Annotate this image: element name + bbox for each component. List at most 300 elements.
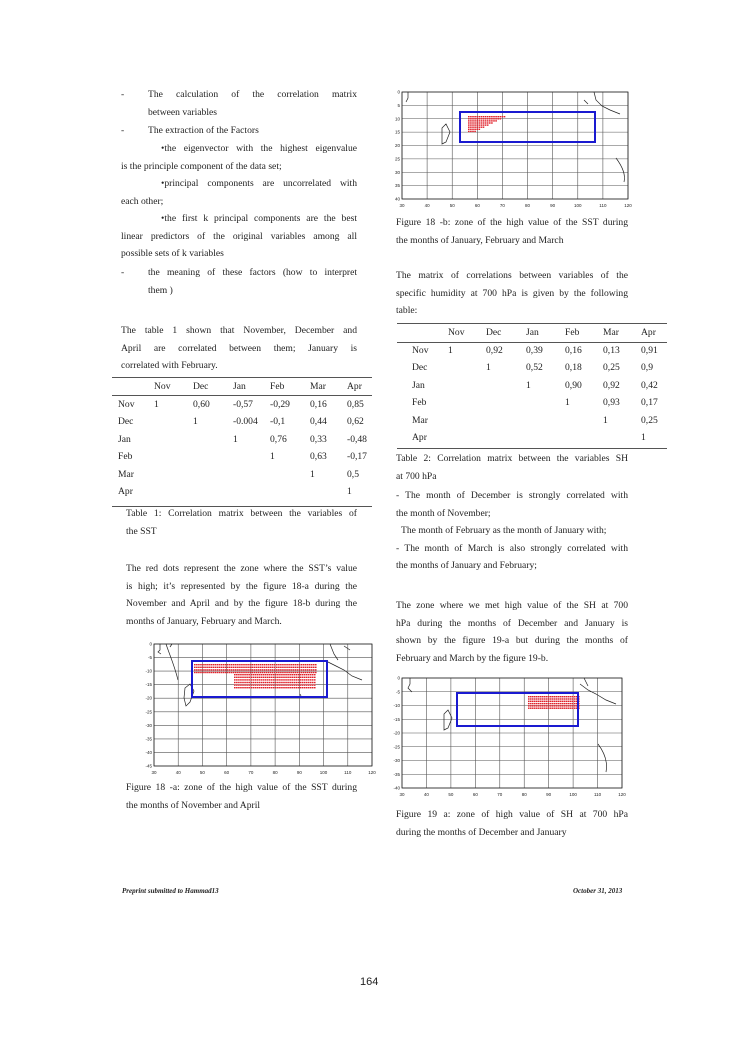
red-dot [542,701,544,702]
x-tick-label: 90 [546,792,552,797]
red-dot [275,677,277,678]
red-dot [268,667,270,668]
red-dot [194,664,196,665]
red-dot [251,664,253,665]
red-dot [280,664,282,665]
red-dot [474,127,476,128]
sh-zone-paragraph [396,597,628,667]
red-dot [278,669,280,670]
red-dot [206,664,208,665]
table-cell [270,483,310,501]
red-dot [536,708,538,709]
red-dot [289,679,291,680]
red-dot [300,682,302,683]
red-dot [485,124,487,125]
red-dot [255,687,257,688]
red-dot [247,672,249,673]
red-dot [297,664,299,665]
red-dot [564,705,566,706]
red-dot [259,682,261,683]
red-dot [263,682,265,683]
red-dot [476,120,478,121]
red-dot [273,682,275,683]
red-dot [487,124,489,125]
red-dot [237,667,239,668]
red-dot [548,696,550,697]
red-dot [536,703,538,704]
red-dot [292,672,294,673]
red-dot [242,677,244,678]
red-dot [504,116,506,117]
red-dot [234,679,236,680]
red-dot [302,684,304,685]
red-dot [265,687,267,688]
red-dot [500,118,502,119]
paragraph-line: - The month of March is also strongly correlated with [396,542,628,554]
red-dot [293,679,295,680]
red-dot [271,677,273,678]
red-dot [483,116,485,117]
bullet-text-line: them ) [148,284,173,296]
red-dot [269,684,271,685]
red-dot [278,672,280,673]
red-dot [530,698,532,699]
red-dot [481,124,483,125]
red-dot [288,667,290,668]
red-dot [206,667,208,668]
red-dot [284,667,286,668]
red-dot [548,705,550,706]
red-dot [276,664,278,665]
red-dot [558,696,560,697]
red-dot [252,677,254,678]
x-tick-label: 120 [618,792,626,797]
red-dot [552,708,554,709]
table-cell: 1 [193,416,198,428]
red-dot [260,667,262,668]
red-dot [558,701,560,702]
x-tick-label: 120 [368,770,376,775]
red-dot [250,687,252,688]
column-header-jan: Jan [526,327,539,339]
red-dot [476,116,478,117]
red-dot [291,677,293,678]
red-dot [204,669,206,670]
red-dot [240,674,242,675]
red-dot [208,667,210,668]
left-bullet-1 [121,86,357,121]
red-dot [468,120,470,121]
coastline [598,744,607,772]
red-dot [243,667,245,668]
table-cell: -0,57 [233,398,253,410]
red-dot [234,687,236,688]
red-dot [229,669,231,670]
table-cell [233,483,270,501]
red-dot [532,696,534,697]
red-dot [274,672,276,673]
caption-line: during the months of December and January [396,826,567,838]
left-bullet-3 [121,264,357,299]
red-dot [564,708,566,709]
red-dot [266,667,268,668]
red-dot [570,708,572,709]
red-dot [532,698,534,699]
column-header-mar: Mar [603,327,619,339]
red-dot [285,682,287,683]
red-dot [308,679,310,680]
row-header: Mar [118,468,134,480]
red-dot [481,120,483,121]
red-dot [272,669,274,670]
red-dot [285,679,287,680]
red-dot [225,669,227,670]
red-dot [250,674,252,675]
x-tick-label: 80 [272,770,278,775]
red-dot [312,674,314,675]
column-header-dec: Dec [193,381,209,393]
red-dot [247,669,249,670]
red-dot [530,705,532,706]
red-dot [303,669,305,670]
table-cell: 0,62 [347,416,364,428]
red-dot [560,698,562,699]
red-dot [277,674,279,675]
red-dot [268,669,270,670]
x-tick-label: 120 [624,203,632,208]
table-cell: 0,63 [310,451,327,463]
red-dot [536,705,538,706]
list-line: each other; [121,195,164,207]
red-dot [485,122,487,123]
red-dot [267,687,269,688]
red-dot [283,677,285,678]
red-dot [259,679,261,680]
table-cell: 0,85 [347,398,364,410]
y-tick-label: 0 [149,641,152,647]
coastline [616,158,625,182]
red-dot [470,120,472,121]
red-dot [272,664,274,665]
red-dot [476,124,478,125]
coastline [442,124,450,144]
red-dot [233,664,235,665]
red-dot [202,664,204,665]
table1-intro-paragraph [121,322,357,375]
red-dot [470,118,472,119]
red-dot [247,667,249,668]
table-cell [154,431,193,449]
red-dot [287,677,289,678]
red-dot [239,672,241,673]
red-dot [476,122,478,123]
red-dot [298,682,300,683]
red-dot [562,701,564,702]
red-dot [540,701,542,702]
y-tick-label: 30 [394,169,400,175]
red-dot [290,672,292,673]
red-dot [265,679,267,680]
table-cell [448,429,486,447]
red-dot [298,674,300,675]
red-dot [221,664,223,665]
red-dot [250,684,252,685]
red-dot [302,674,304,675]
red-dot [546,705,548,706]
red-dot [255,684,257,685]
red-dot [215,667,217,668]
red-dot [474,131,476,132]
red-dot [217,667,219,668]
red-dot [274,664,276,665]
table-cell: 0,93 [603,397,620,409]
red-dot [570,698,572,699]
table-row [410,394,666,412]
red-dot [307,672,309,673]
red-dot [315,664,317,665]
red-dot [558,698,560,699]
coastline [584,100,588,104]
table-row [410,342,666,360]
table-cell: 0,92 [486,344,503,356]
red-dot [546,696,548,697]
red-dot [255,682,257,683]
red-dot [249,669,251,670]
table-cell: 1 [347,486,352,498]
red-dot [255,679,257,680]
red-dot [306,682,308,683]
red-dot [291,687,293,688]
red-dot [273,684,275,685]
red-dot [194,672,196,673]
red-dot [470,129,472,130]
red-dot [225,672,227,673]
figure-19a-caption [396,806,628,841]
red-dot [198,672,200,673]
red-dot [229,672,231,673]
red-dot [296,677,298,678]
red-dot [265,684,267,685]
red-dot [472,118,474,119]
red-dot [202,667,204,668]
red-dot [548,701,550,702]
red-dot [257,682,259,683]
column-header-jan: Jan [233,381,246,393]
red-dot [257,677,259,678]
red-dot [286,669,288,670]
red-dot [290,669,292,670]
table2-caption [396,450,628,485]
row-header: Nov [412,344,429,356]
red-dot [259,687,261,688]
red-dot [225,667,227,668]
red-dot [313,669,315,670]
red-dot [306,674,308,675]
red-dot [263,679,265,680]
red-dot [470,131,472,132]
red-dot [300,674,302,675]
red-dot [574,708,576,709]
figure-18b-svg [384,86,634,210]
red-dot [306,687,308,688]
red-dot [554,701,556,702]
red-dot [280,672,282,673]
x-tick-label: 100 [319,770,328,775]
red-dot [279,687,281,688]
red-dot [194,667,196,668]
red-dot [556,696,558,697]
table-cell: -0,17 [347,451,367,463]
red-dot [298,684,300,685]
table-cell: 0,39 [526,344,543,356]
red-dot [280,667,282,668]
bullet-dash: - [121,89,125,100]
red-dot [285,684,287,685]
red-dot [556,703,558,704]
red-dot [572,708,574,709]
red-dot [554,703,556,704]
red-dot [550,698,552,699]
red-dot [246,687,248,688]
red-dot [298,677,300,678]
red-dot [566,708,568,709]
red-dot [546,708,548,709]
red-dot [481,118,483,119]
y-tick-label: -20 [393,730,400,736]
red-dot [251,669,253,670]
red-dot [248,679,250,680]
red-dot [263,674,265,675]
list-line: is the principle component of the data set; [121,160,282,172]
red-dot [279,677,281,678]
red-dot [474,118,476,119]
table-corner-cell [116,378,154,396]
red-dot [194,669,196,670]
red-dot [540,708,542,709]
red-dot [293,687,295,688]
red-dot [250,679,252,680]
y-tick-label: -5 [147,655,152,661]
red-dot [574,698,576,699]
red-dot [240,677,242,678]
red-dot [530,701,532,702]
red-dot [291,679,293,680]
red-dot [536,701,538,702]
red-dot [556,701,558,702]
red-dot [286,664,288,665]
red-dot [566,705,568,706]
red-dot [554,698,556,699]
red-dot [481,116,483,117]
red-dot [542,703,544,704]
red-dot [255,677,257,678]
red-dot [564,698,566,699]
red-dot [249,667,251,668]
red-dot [472,122,474,123]
red-dot [257,684,259,685]
table-cell: 0,16 [310,398,327,410]
y-tick-label: -25 [393,744,400,750]
red-dot [277,677,279,678]
red-dot [550,701,552,702]
red-dot [568,701,570,702]
paragraph-line: April are correlated between them; January is [121,342,357,354]
bullet-text-line: the meaning of these factors (how to interpret [148,267,357,278]
y-tick-label: -10 [393,703,400,708]
red-dot [238,684,240,685]
red-dot [300,687,302,688]
table-cell [154,483,193,501]
red-dot [302,687,304,688]
red-dot [279,679,281,680]
red-dot [235,669,237,670]
red-dot [487,118,489,119]
red-dot [544,703,546,704]
red-dot [290,664,292,665]
red-dot [485,116,487,117]
red-dot [198,664,200,665]
red-dot [309,672,311,673]
paragraph-line: The table 1 shown that November, December and [121,325,357,336]
red-dot [304,687,306,688]
red-dot [530,708,532,709]
red-dot [298,687,300,688]
red-dot [253,672,255,673]
page-number: 164 [360,976,379,988]
red-dot [258,672,260,673]
red-dot [560,696,562,697]
paragraph-line: the month of November; [396,507,491,519]
red-dot [286,667,288,668]
red-dot [305,664,307,665]
red-dot [564,696,566,697]
red-dot [305,672,307,673]
red-dot [299,664,301,665]
red-dot [277,684,279,685]
red-dot [479,127,481,128]
table-row [116,413,372,431]
red-dot [276,667,278,668]
table-cell: 0,52 [526,362,543,374]
red-dot [237,669,239,670]
red-dot [196,667,198,668]
red-dot [546,703,548,704]
x-tick-label: 60 [474,203,480,208]
row-header: Dec [118,416,134,428]
red-dot [288,672,290,673]
red-dot [259,677,261,678]
red-dot [568,696,570,697]
column-header-feb: Feb [270,381,285,393]
red-dot [269,674,271,675]
red-dot [244,684,246,685]
row-header: Apr [412,432,427,444]
red-dot [267,682,269,683]
figure-19a-map [384,670,634,802]
red-dot [294,664,296,665]
red-dot [208,672,210,673]
red-dot [314,674,316,675]
paragraph-line: is high; it’s represented by the figure 18-a during the [126,580,357,592]
table-cell [193,483,233,501]
x-tick-label: 40 [424,203,430,208]
red-dot [568,705,570,706]
red-dot [532,708,534,709]
red-dot [271,684,273,685]
red-dot [536,698,538,699]
red-dot [210,664,212,665]
red-dot [538,701,540,702]
